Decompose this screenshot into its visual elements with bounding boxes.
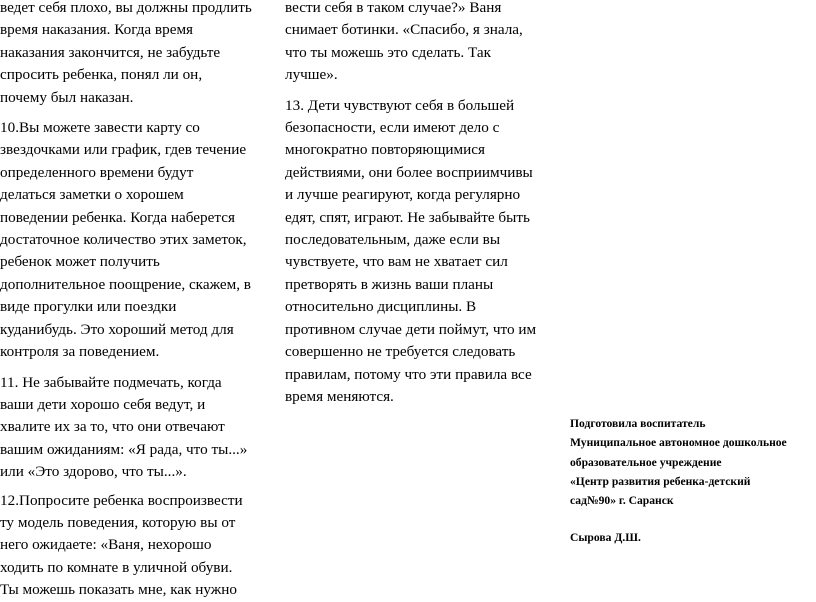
paragraph-12: 12.Попросите ребенка воспроизвести ту модель поведения, которую вы от него ожидаете: «Ваня, нехорошо ходить по комнате в уличной обуви. Ты можешь показать мне, как нужно <box>0 491 243 599</box>
text-column-middle <box>285 0 537 408</box>
credits-block <box>570 414 810 548</box>
institution-line: Муниципальное автономное дошкольное <box>570 436 787 450</box>
paragraph-continued: вести себя в таком случае?» Ваня снимает ботинки. «Спасибо, я знала, что ты можешь это сделать. Так лучше». <box>285 0 523 84</box>
institution-line: «Центр развития ребенка-детский <box>570 474 751 488</box>
institution-line: образовательное учреждение <box>570 455 722 469</box>
paragraph-continued: ведет себя плохо, вы должны продлить время наказания. Когда время наказания закончится, не забудьте спросить ребенка, понял ли он, почему был наказан. <box>0 0 252 106</box>
paragraph-11: 11. Не забывайте подмечать, когда ваши дети хорошо себя ведут, и хвалите их за то, что они отвечают вашим ожиданиям: «Я рада, что ты...» или «Это здорово, что ты...». <box>0 373 248 481</box>
paragraph-10: 10.Вы можете завести карту со звездочками или график, гдев течение определенного времени будут делаться заметки о хорошем поведении ребенка. Когда наберется достаточное количество этих заметок, ребенок может получить дополнительное поощрение, скажем, в виде прогулки или поездки куданибудь. Это хороший метод для контроля за поведением. <box>0 119 251 361</box>
text-column-left <box>0 0 252 602</box>
prepared-by: Подготовила воспитатель <box>570 417 706 430</box>
institution-line: сад№90» г. Саранск <box>570 494 674 508</box>
author-name: Сырова Д.Ш. <box>570 531 641 545</box>
paragraph-13: 13. Дети чувствуют себя в большей безопасности, если имеют дело с многократно повторяющимися действиями, они более восприимчивы и лучше реагируют, когда регулярно едят, спят, играют. Не забывайте быть последовательным, даже если вы чувствуете, что вам не хватает сил претворять в жизнь ваши планы относительно дисциплины. В противном случае дети поймут, что им совершенно не требуется следовать правилам, потому что эти правила все время меняются. <box>285 96 537 405</box>
